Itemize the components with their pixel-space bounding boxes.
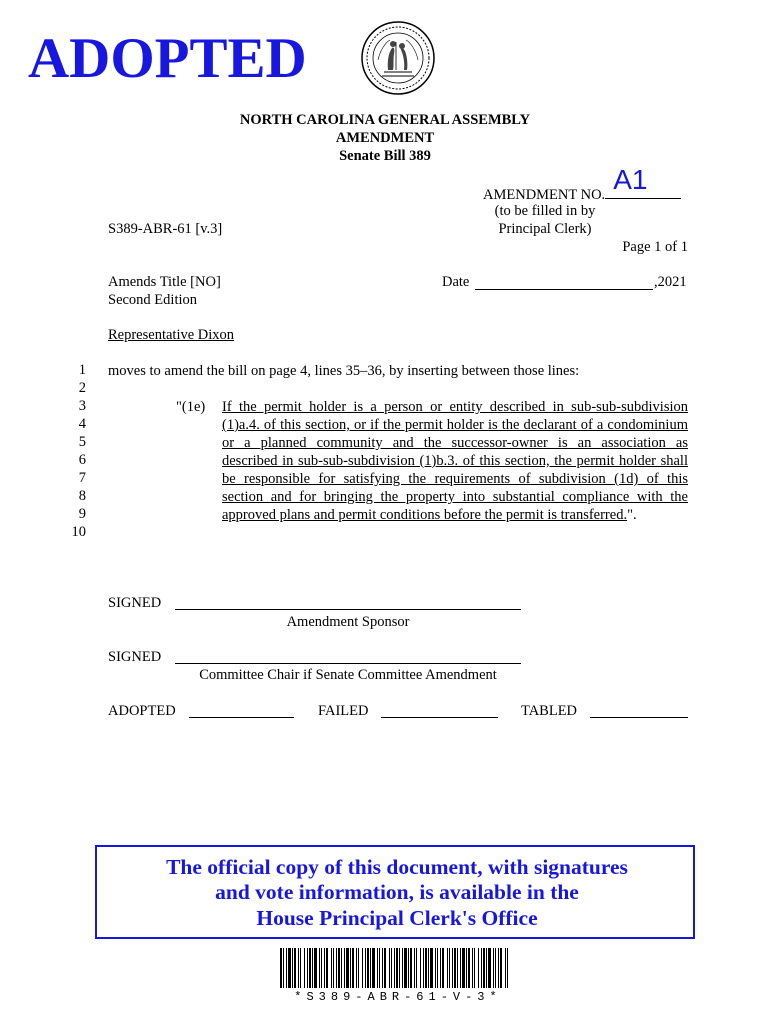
line-number: 8 [78,488,86,504]
line-number: 9 [78,506,86,522]
page-indicator: Page 1 of 1 [622,239,688,255]
amendment-text-last-line [222,506,637,524]
representative: Representative Dixon [108,327,235,343]
line-number: 2 [78,380,86,396]
amendment-text-line: be responsible for satisfying the requirements of subdivision (1d) of this [222,471,688,487]
section-label: "(1e) [176,399,206,415]
line-number: 7 [78,470,86,486]
date-year: ,2021 [654,274,687,290]
document-type: AMENDMENT [335,130,435,146]
adopted-stamp: ADOPTED [28,27,307,90]
amendment-text-line: or a planned community and the successor-owner is an association as [222,435,688,451]
state-seal-icon [360,20,436,96]
signed-label-1: SIGNED [108,595,162,611]
adopted-line [189,716,294,718]
barcode-icon [280,948,510,988]
adopted-label: ADOPTED [108,703,176,719]
amendment-text-line: described in sub-sub-subdivision (1)b.3. of this section, the permit holder shall [222,453,688,469]
filled-by-note [483,202,607,238]
line-number: 1 [78,362,86,378]
amends-title: Amends Title [NO] [108,274,221,290]
tabled-line [590,716,688,718]
chair-caption: Committee Chair if Senate Committee Amendment [199,667,497,683]
bill-name: Senate Bill 389 [339,148,431,164]
tabled-label: TABLED [521,703,578,719]
amendment-text-line: section and for bringing the property into substantial compliance with the [222,489,688,505]
amendment-text-line: (1)a.4. of this section, or if the permit holder is the declarant of a condominium [222,417,688,433]
sponsor-signature-line [175,608,521,610]
date-line [475,288,653,290]
amendment-number-line [605,164,681,199]
signed-label-2: SIGNED [108,649,162,665]
line-number: 3 [78,398,86,414]
amendment-code: S389-ABR-61 [v.3] [108,221,223,237]
edition: Second Edition [108,292,198,308]
filled-by-line-2: Principal Clerk) [498,221,592,237]
notice-line-1: The official copy of this document, with signatures [166,855,628,879]
barcode-text: *S389-ABR-61-V-3* [294,990,502,1004]
amendment-number-label: AMENDMENT NO. [483,187,606,203]
line-number: 10 [71,524,86,540]
amendment-number-field [483,164,681,204]
filled-by-line-1: (to be filled in by [494,203,596,219]
failed-line [381,716,498,718]
amendment-text-line: approved plans and permit conditions before the permit is transferred. [222,507,628,523]
chair-signature-line [175,662,521,664]
notice-line-3: House Principal Clerk's Office [256,906,538,930]
move-statement: moves to amend the bill on page 4, lines 35–36, by inserting between those lines: [108,363,580,379]
assembly-title: NORTH CAROLINA GENERAL ASSEMBLY [239,112,531,128]
line-number: 6 [78,452,86,468]
amendment-number-value: A1 [613,164,648,195]
date-label: Date [442,274,470,290]
failed-label: FAILED [318,703,369,719]
line-number: 4 [78,416,86,432]
amendment-text-line: If the permit holder is a person or entity described in sub-sub-subdivision [222,399,688,415]
notice-line-2: and vote information, is available in the [215,880,579,904]
line-number: 5 [78,434,86,450]
sponsor-caption: Amendment Sponsor [286,614,410,630]
closing-quote: ". [627,507,637,523]
